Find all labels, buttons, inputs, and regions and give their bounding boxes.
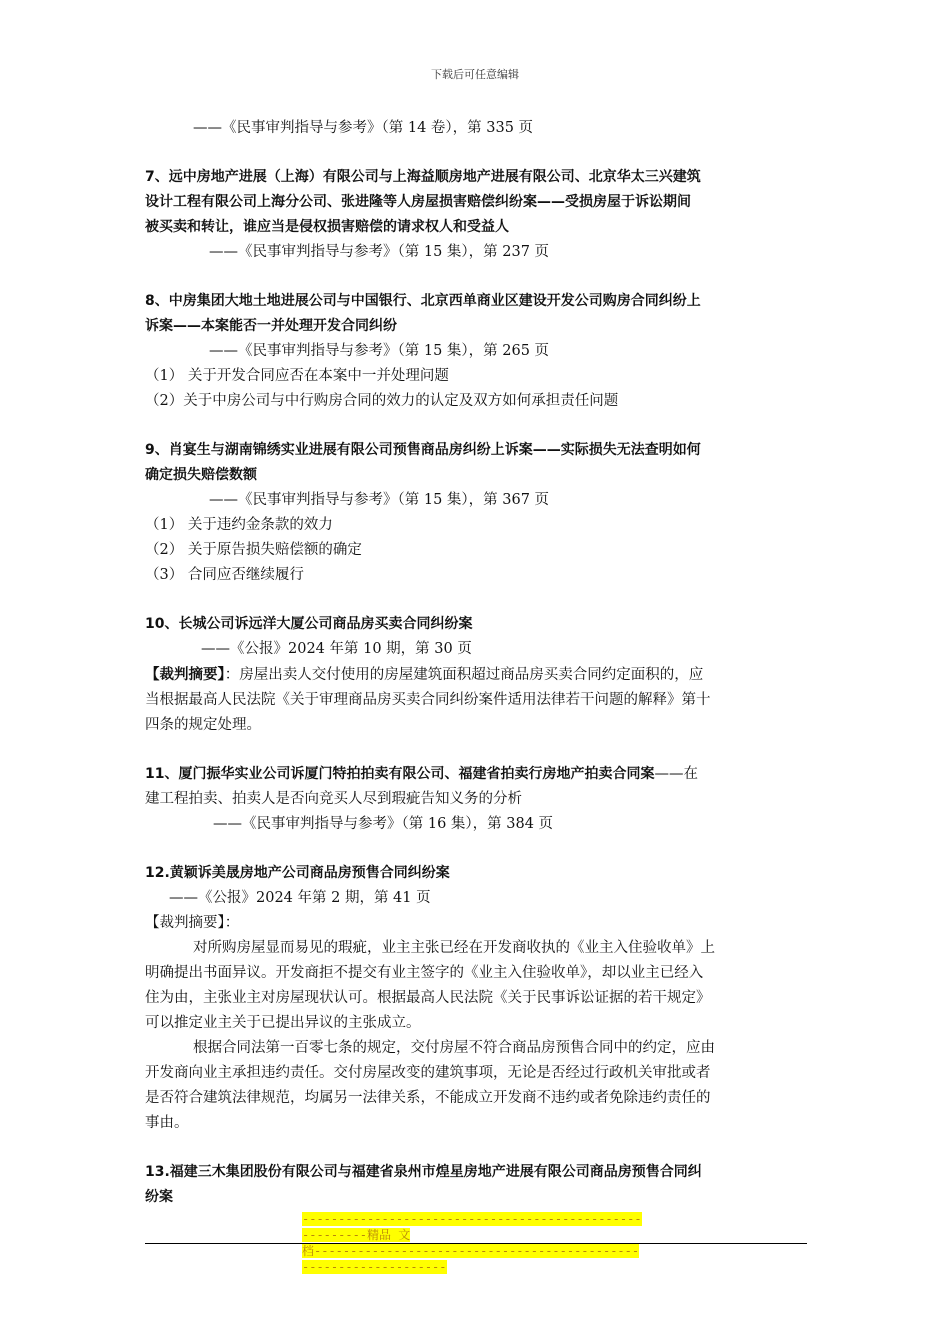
case-13-title: 纷案 [145,1189,173,1205]
case-10-title: 10、长城公司诉远洋大厦公司商品房买卖合同纠纷案 [145,616,473,632]
case-8-title: 诉案——本案能否一并处理开发合同纠纷 [145,318,397,334]
summary-label: 【裁判摘要】 [145,666,225,683]
case-13-title: 13.福建三木集团股份有限公司与福建省泉州市煌星房地产进展有限公司商品房预售合同纠 [145,1164,702,1180]
case-12-paragraph: 可以推定业主关于已提出异议的主张成立。 [145,1015,421,1031]
case-10-summary: 当根据最高人民法院《关于审理商品房买卖合同纠纷案件适用法律若干问题的解释》第十 [145,692,711,708]
case-11-title-rest: ——在 [654,766,698,782]
footer-line: --------------------------------------------------------精品 文 [302,1212,642,1242]
document-body [145,116,807,1210]
reference-line: ——《民事审判指导与参考》（第 14 卷），第 335 页 [193,120,534,136]
summary-text: ：房屋出卖人交付使用的房屋建筑面积超过商品房买卖合同约定面积的，应 [224,667,704,683]
footer-divider [145,1243,807,1244]
case-9-title: 确定损失赔偿数额 [145,467,257,483]
case-8-item: （1） 关于开发合同应否在本案中一并处理问题 [145,368,449,384]
case-12-summary-label: 【裁判摘要】： [145,915,240,931]
case-10-summary: 四条的规定处理。 [145,717,261,733]
case-12-reference: ——《公报》2024 年第 2 期，第 41 页 [169,890,431,906]
case-9-title: 9、肖宴生与湖南锦绣实业进展有限公司预售商品房纠纷上诉案——实际损失无法查明如何 [145,442,701,458]
case-11-title: 建工程拍卖、拍卖人是否向竞买人尽到瑕疵告知义务的分析 [145,791,522,807]
case-11-reference: ——《民事审判指导与参考》（第 16 集），第 384 页 [213,816,554,832]
case-7-reference: ——《民事审判指导与参考》（第 15 集），第 237 页 [209,244,550,260]
case-12-title: 12.黄颖诉美晟房地产公司商品房预售合同纠纷案 [145,865,450,881]
case-12-paragraph: 明确提出书面异议。开发商拒不提交有业主签字的《业主入住验收单》，却以业主已经入 [145,965,704,981]
case-12-paragraph: 对所购房屋显而易见的瑕疵，业主主张已经在开发商收执的《业主入住验收单》上 [193,940,715,956]
case-7-title: 设计工程有限公司上海分公司、张进隆等人房屋损害赔偿纠纷案——受损房屋于诉讼期间 [145,194,691,210]
case-9-item: （1） 关于违约金条款的效力 [145,517,333,533]
case-9-item: （2） 关于原告损失赔偿额的确定 [145,542,362,558]
case-8-item: （2）关于中房公司与中行购房合同的效力的认定及双方如何承担责任问题 [145,393,619,409]
case-9-item: （3） 合同应否继续履行 [145,567,304,583]
case-10-reference: ——《公报》2024 年第 10 期，第 30 页 [201,641,472,657]
case-7-title: 7、远中房地产进展（上海）有限公司与上海益顺房地产进展有限公司、北京华太三兴建筑 [145,169,701,185]
case-12-paragraph: 根据合同法第一百零七条的规定，交付房屋不符合商品房预售合同中的约定，应由 [193,1040,715,1056]
case-11-title [145,762,807,787]
case-12-paragraph: 是否符合建筑法律规范，均属另一法律关系，不能成立开发商不违约或者免除违约责任的 [145,1090,711,1106]
case-12-paragraph: 开发商向业主承担违约责任。交付房屋改变的建筑事项，无论是否经过行政机关审批或者 [145,1065,711,1081]
case-8-reference: ——《民事审判指导与参考》（第 15 集），第 265 页 [209,343,550,359]
page-header: 下载后可任意编辑 [431,68,519,81]
case-10-summary [145,662,807,688]
case-12-paragraph: 事由。 [145,1115,189,1131]
footer-line: 档----------------------------------------------------------------- [302,1244,640,1274]
case-7-title: 被买卖和转让，谁应当是侵权损害赔偿的请求权人和受益人 [145,219,509,235]
case-8-title: 8、中房集团大地土地进展公司与中国银行、北京西单商业区建设开发公司购房合同纠纷上 [145,293,701,309]
case-11-title-bold: 11、厦门振华实业公司诉厦门特拍拍卖有限公司、福建省拍卖行房地产拍卖合同案 [145,766,655,782]
case-9-reference: ——《民事审判指导与参考》（第 15 集），第 367 页 [209,492,550,508]
case-12-paragraph: 住为由，主张业主对房屋现状认可。根据最高人民法院《关于民事诉讼证据的若干规定》 [145,990,711,1006]
